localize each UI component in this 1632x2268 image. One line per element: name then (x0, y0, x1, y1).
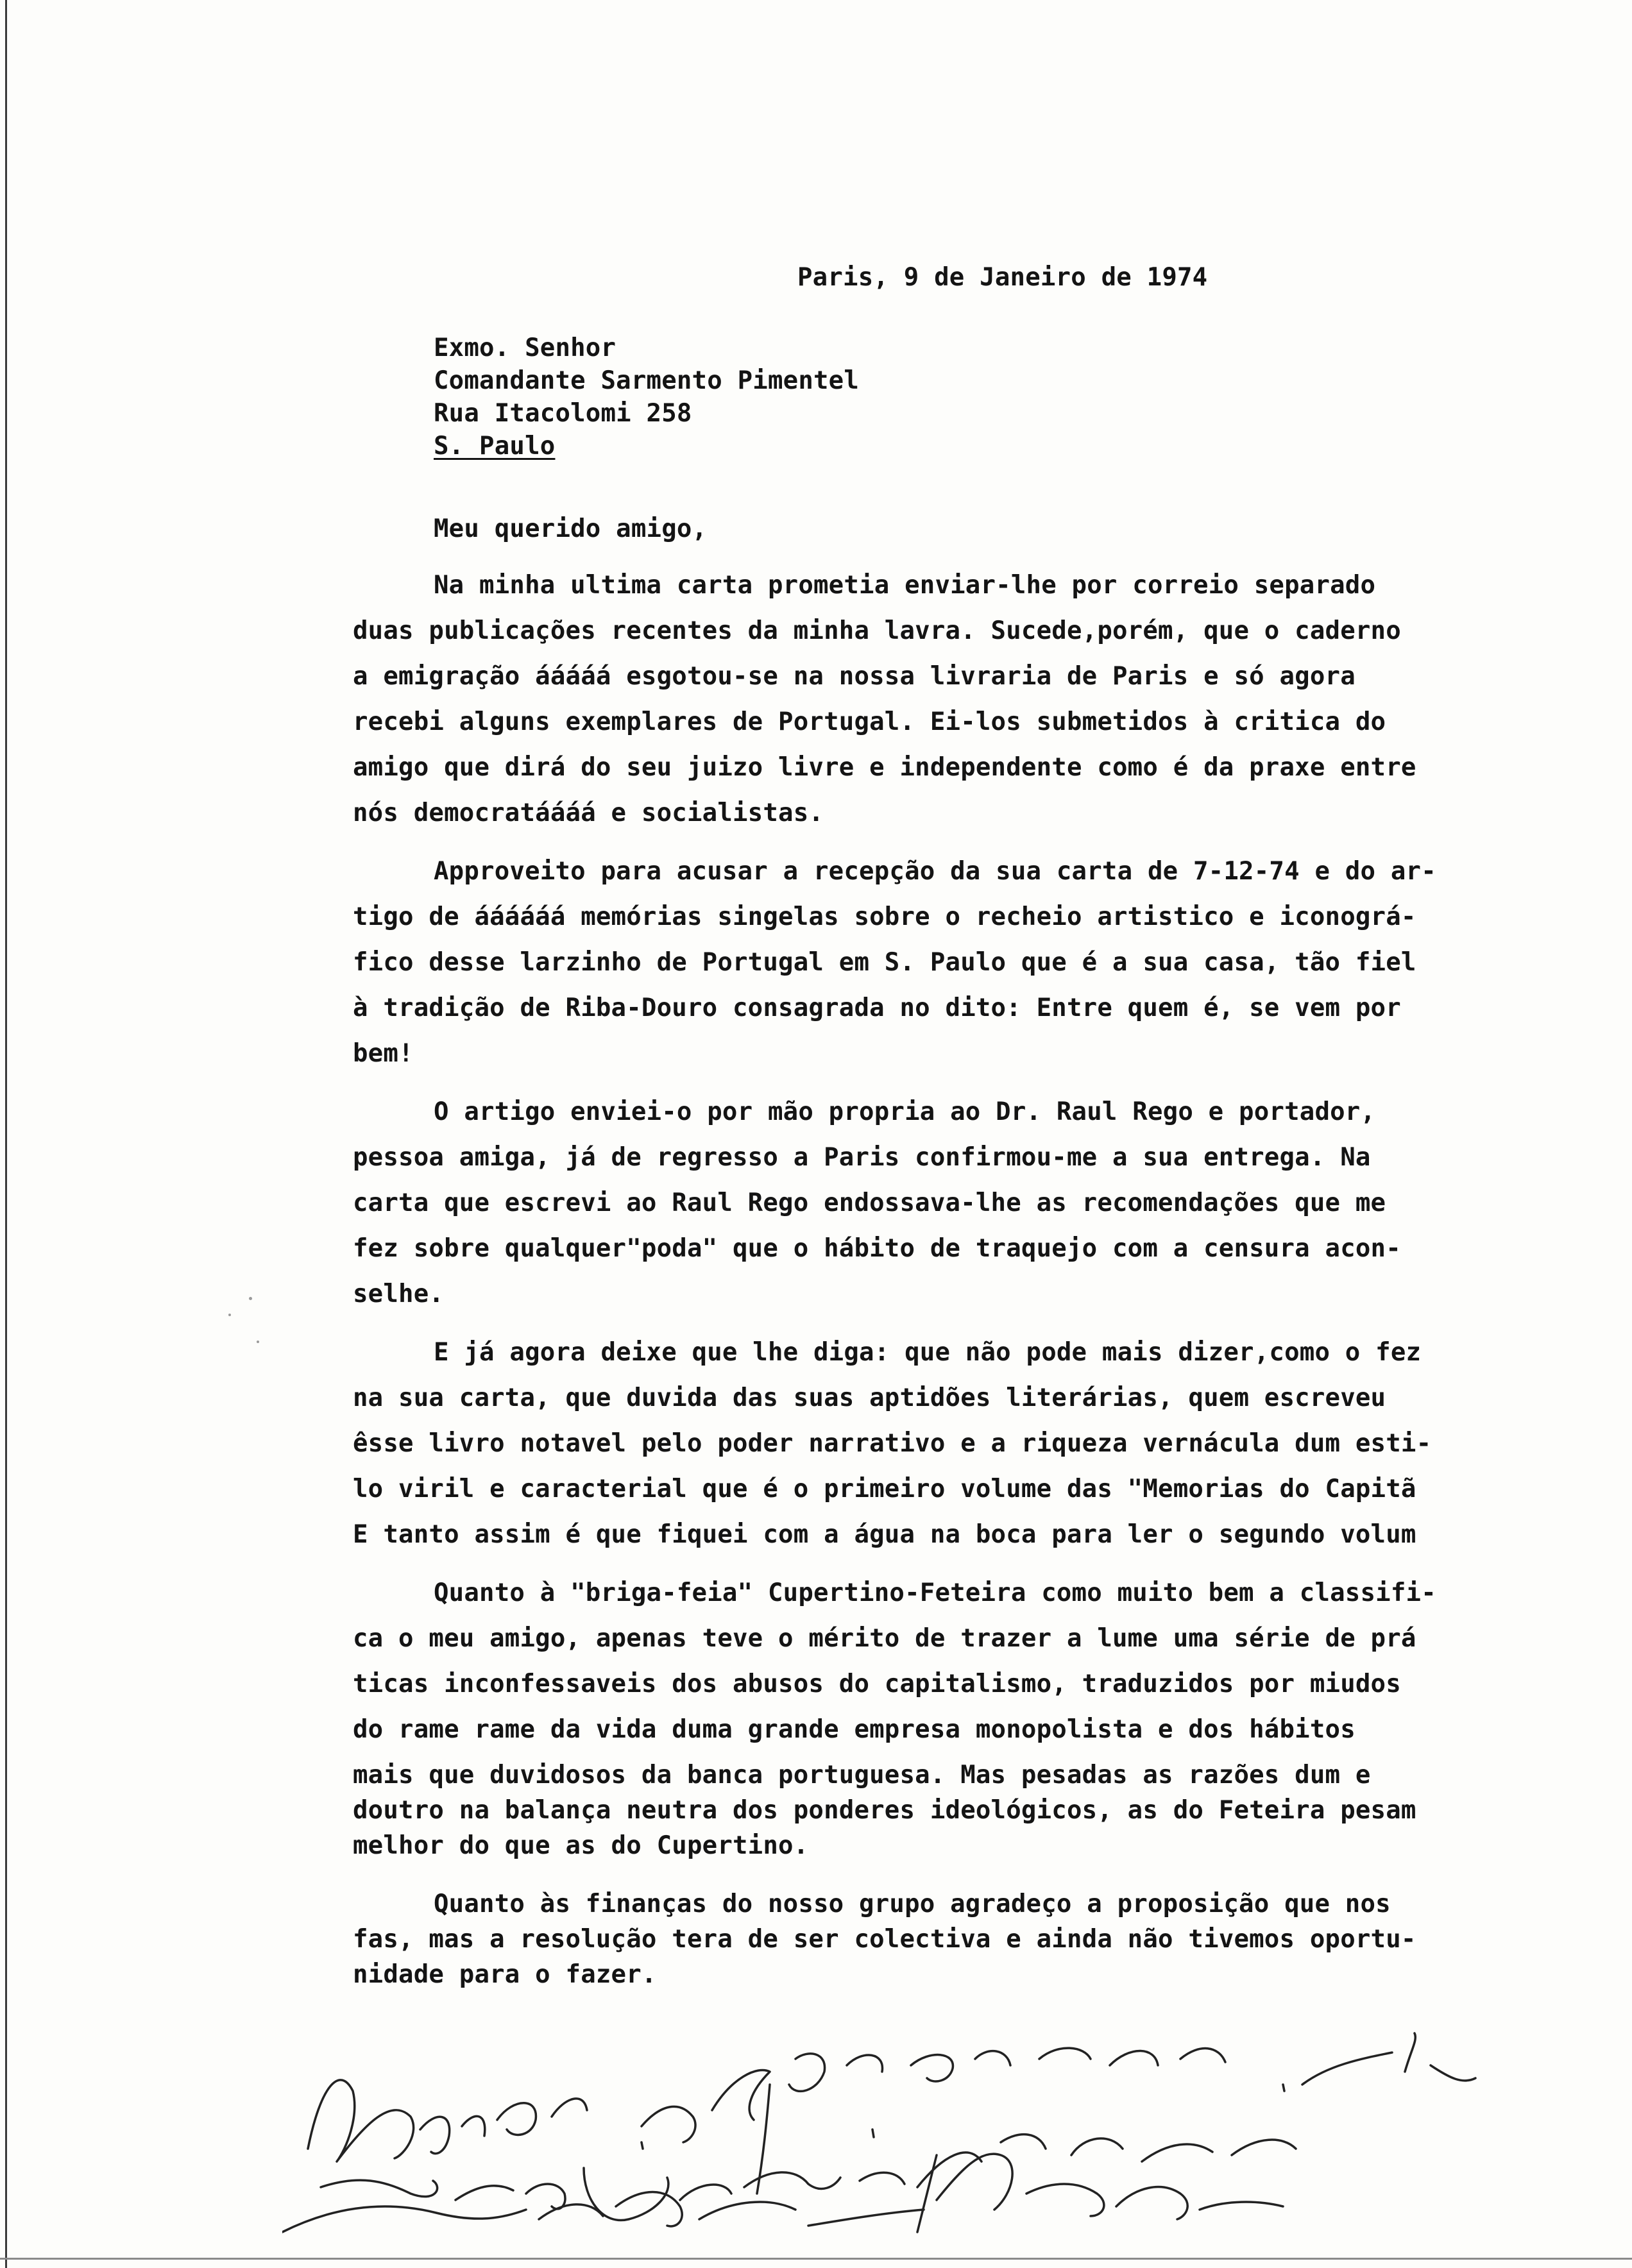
body-line: tigo de áááááá memórias singelas sobre o recheio artistico e iconográ- (353, 902, 1416, 931)
address-line: Exmo. Senhor (434, 334, 616, 362)
body-line: carta que escrevi ao Raul Rego endossava-lhe as recomendações que me (353, 1189, 1386, 1217)
body-line: êsse livro notavel pelo poder narrativo e a riqueza vernácula dum esti- (353, 1429, 1432, 1458)
body-line: a emigração ááááá esgotou-se na nossa livraria de Paris e só agora (353, 662, 1356, 691)
speck (228, 1314, 231, 1316)
body-line: na sua carta, que duvida das suas aptidões literárias, quem escreveu (353, 1384, 1386, 1412)
body-line: E tanto assim é que fiquei com a água na boca para ler o segundo volum (353, 1520, 1416, 1549)
body-line: amigo que dirá do seu juizo livre e independente como é da praxe entre (353, 753, 1416, 782)
body-line: melhor do que as do Cupertino. (353, 1831, 809, 1860)
body-line: ticas inconfessaveis dos abusos do capitalismo, traduzidos por miudos (353, 1670, 1401, 1698)
page-left-edge (5, 0, 7, 2268)
body-line: Quanto às finanças do nosso grupo agradeço a proposição que nos (434, 1890, 1391, 1918)
body-line: bem! (353, 1039, 414, 1068)
body-line: ca o meu amigo, apenas teve o mérito de trazer a lume uma série de prá (353, 1624, 1416, 1653)
body-line: doutro na balança neutra dos ponderes ideológicos, as do Feteira pesam (353, 1796, 1416, 1825)
body-line: fico desse larzinho de Portugal em S. Paulo que é a sua casa, tão fiel (353, 948, 1416, 977)
body-line: pessoa amiga, já de regresso a Paris confirmou-me a sua entrega. Na (353, 1143, 1371, 1172)
letter-date: Paris, 9 de Janeiro de 1974 (797, 263, 1208, 292)
body-line: Approveito para acusar a recepção da sua carta de 7-12-74 e do ar- (434, 857, 1436, 886)
body-line: nós democratáááá e socialistas. (353, 799, 824, 827)
speck (249, 1297, 252, 1300)
body-line: do rame rame da vida duma grande empresa monopolista e dos hábitos (353, 1715, 1356, 1744)
body-line: à tradição de Riba-Douro consagrada no dito: Entre quem é, se vem por (353, 994, 1401, 1022)
body-line: Quanto à "briga-feia" Cupertino-Feteira como muito bem a classifi- (434, 1578, 1436, 1607)
body-line: E já agora deixe que lhe diga: que não pode mais dizer,como o fez (434, 1338, 1422, 1367)
address-line: Comandante Sarmento Pimentel (434, 366, 860, 395)
body-line: lo viril e caracterial que é o primeiro volume das "Memorias do Capitã (353, 1475, 1416, 1503)
body-line: nidade para o fazer. (353, 1960, 657, 1989)
address-city: S. Paulo (434, 432, 556, 461)
speck (257, 1341, 259, 1343)
body-line: fas, mas a resolução tera de ser colectiva e ainda não tivemos oportu- (353, 1925, 1416, 1954)
body-line: duas publicações recentes da minha lavra. Sucede,porém, que o caderno (353, 616, 1401, 645)
body-line: recebi alguns exemplares de Portugal. Ei-los submetidos à critica do (353, 707, 1386, 736)
address-line: Rua Itacolomi 258 (434, 399, 692, 428)
salutation: Meu querido amigo, (434, 514, 708, 543)
body-line: O artigo enviei-o por mão propria ao Dr. Raul Rego e portador, (434, 1097, 1376, 1126)
page-bottom-edge (0, 2258, 1632, 2260)
body-line: fez sobre qualquer"poda" que o hábito de traquejo com a censura acon- (353, 1234, 1401, 1263)
body-line: mais que duvidosos da banca portuguesa. Mas pesadas as razões dum e (353, 1761, 1371, 1790)
body-line: Na minha ultima carta prometia enviar-lhe por correio separado (434, 571, 1376, 600)
handwritten-signature (282, 1988, 1501, 2258)
body-line: selhe. (353, 1280, 445, 1308)
